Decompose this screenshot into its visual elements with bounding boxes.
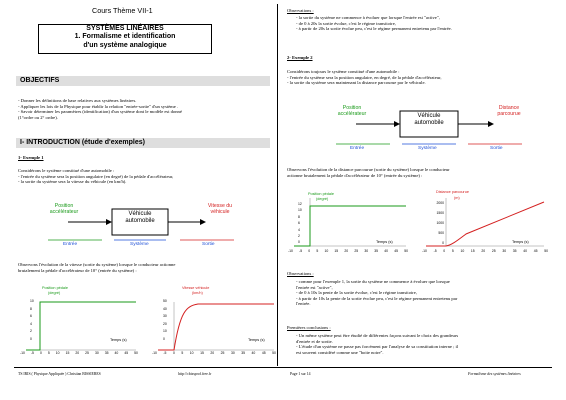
conclusion-line: - Un même système peut être étudié de différentes façons suivant le choix des grandeurs	[296, 333, 459, 338]
footer-url[interactable]: http://cbissprof.free.fr	[178, 372, 212, 376]
ytick: 10	[163, 329, 167, 334]
ex2-systeme-label: Système	[418, 146, 437, 151]
graph-ex1-input	[18, 282, 140, 362]
obs1-line: - de 0 à 20s la sortie évolue, c'est le régime transitoire,	[296, 20, 396, 26]
xtick: 5	[451, 249, 454, 253]
obs1-line: - à partir de 20s la sortie évolue peu, c'est le régime permanent entretenu par l'entrée.	[296, 26, 452, 32]
step-curve	[26, 302, 136, 350]
introduction-title: I- INTRODUCTION (étude d'exemples)	[20, 139, 145, 146]
xtick: 35	[104, 351, 109, 355]
objectifs-title: OBJECTIFS	[20, 77, 60, 84]
ex2-gout-xlabel: Temps (s)	[512, 240, 529, 244]
conclusion-line: est souvent considéré comme une "boite noire".	[296, 349, 384, 355]
xtick: 35	[241, 351, 246, 355]
xtick: 50	[272, 351, 276, 355]
title-line-2: 1. Formalisme et identification	[74, 33, 176, 41]
xtick: 5	[47, 351, 50, 355]
xtick: 10	[55, 351, 60, 355]
ex1-gin-xticks	[20, 351, 138, 355]
ex1-line: - la sortie du système sera la vitesse du véhicule (en km/h).	[18, 179, 127, 185]
ex2-gin-yticks	[298, 201, 302, 246]
graph-ex2-input	[286, 188, 410, 258]
xtick: 45	[261, 351, 266, 355]
ytick: 6	[298, 221, 300, 226]
ex2-gout-yticks	[430, 198, 444, 248]
xtick: 0	[308, 249, 311, 253]
xtick: 40	[523, 249, 528, 253]
section-objectifs	[16, 76, 270, 86]
xtick: 25	[491, 249, 496, 253]
footer-rule	[14, 367, 552, 368]
ex2-gout-label1: Distance parcourue	[436, 190, 469, 194]
ytick: 20	[163, 321, 167, 326]
example-1-title: 1- Exemple 1	[18, 155, 44, 160]
example-2-text	[287, 69, 442, 86]
ex1-gin-label1: Position pédale	[42, 286, 68, 290]
ex1-observe-text	[18, 262, 175, 273]
ex1-observe-line: Observons l'évolution de la vitesse (sortie du système) lorsque le conducteur actionne	[18, 262, 176, 267]
xtick: 20	[481, 249, 486, 253]
xtick: 10	[324, 249, 329, 253]
ytick: 1500	[436, 211, 444, 215]
section-introduction	[16, 138, 270, 148]
ex1-gout-xticks	[152, 351, 276, 355]
conclusion-line: d'entrée et de sortie.	[296, 338, 333, 344]
ytick: 4	[30, 321, 32, 326]
footer-doc-title: Formalisme des systèmes linéaires	[468, 372, 521, 376]
ytick: 4	[298, 227, 300, 232]
ex2-observe-text	[287, 167, 450, 178]
xtick: 40	[384, 249, 389, 253]
ytick: 50	[163, 299, 167, 303]
ytick: 2	[30, 329, 32, 334]
ex1-gout-label1: Vitesse véhicule	[182, 286, 210, 290]
ex1-sortie-label: Sortie	[202, 242, 215, 247]
observations-2-list	[296, 279, 457, 307]
ex2-gout-xticks	[422, 249, 548, 253]
ytick: 6	[30, 314, 32, 319]
xtick: 45	[124, 351, 129, 355]
xtick: 15	[200, 351, 204, 355]
xtick: 10	[189, 351, 194, 355]
first-order-curve	[158, 304, 274, 350]
obs2-line: - comme pour l'exemple 1, la sortie du système ne commence à évoluer que lorsque	[296, 279, 450, 284]
column-divider	[277, 4, 278, 366]
ex1-gout-yticks	[163, 298, 167, 344]
xtick: 25	[354, 249, 359, 253]
obs2-line: - à partir de 10s la pente de la sortie évolue peu, c'est le régime permanent entretenu par	[296, 295, 458, 301]
xtick: 20	[210, 351, 215, 355]
ex2-line: - la sortie du système sera maintenant la distance parcourue par le véhicule.	[287, 80, 426, 86]
example-1-text	[18, 168, 173, 185]
ex2-sortie-label: Sortie	[490, 146, 503, 151]
footer-author: TS IRIS ( Physique Appliquée ) Christian BISSIERES	[18, 372, 101, 376]
xtick: 40	[251, 351, 256, 355]
xtick: 30	[364, 249, 369, 253]
xtick: 15	[470, 249, 475, 253]
footer-page: Page 1 sur 14	[290, 372, 311, 376]
objectifs-item: - Savoir déterminer les paramètres (identification) d'un système dont le modèle est donné	[18, 109, 182, 115]
xtick: 20	[344, 249, 349, 253]
course-title: Cours Thème VII-1	[92, 6, 153, 15]
ex1-system-label: Véhicule automobile	[125, 211, 155, 224]
observations-1-list	[296, 15, 452, 32]
obs1-line: - la sortie du système ne commence à évoluer que lorsque l'entrée est "active",	[296, 15, 440, 20]
xtick: 15	[65, 351, 70, 355]
title-box	[38, 24, 212, 54]
ytick: 10	[30, 299, 34, 303]
ex1-systeme-label: Système	[130, 242, 149, 247]
xtick: 25	[220, 351, 225, 355]
example-2-title: 2- Exemple 2	[287, 55, 313, 60]
xtick: -10	[288, 249, 293, 253]
xtick: 45	[394, 249, 399, 253]
ex1-gin-xlabel: Temps (s)	[110, 338, 127, 342]
xtick: 35	[374, 249, 379, 253]
xtick: 10	[460, 249, 465, 253]
xtick: 50	[544, 249, 548, 253]
xtick: -5	[433, 249, 437, 253]
xtick: -5	[163, 351, 167, 355]
ex2-observe-line: actionne brutalement la pédale d'accélérateur de 10° (entrée du système) :	[287, 172, 423, 178]
ytick: 0	[163, 336, 165, 341]
ex1-gout-xlabel: Temps (s)	[248, 338, 265, 342]
ytick: 500	[438, 231, 444, 235]
xtick: 30	[502, 249, 507, 253]
ex1-observe-line: brutalement la pédale d'accélérateur de 10° (entrée du système) :	[18, 267, 137, 273]
ex2-gin-label2: (degré)	[316, 197, 329, 201]
xtick: 35	[512, 249, 517, 253]
conclusion-line: - L'étude d'un système ne passe pas forcément par l'analyse de sa constitution interne ; il	[296, 344, 459, 350]
ytick: 1000	[436, 221, 444, 225]
ytick: 30	[163, 314, 167, 319]
xtick: 40	[114, 351, 119, 355]
objectifs-list	[18, 98, 182, 120]
ytick: 40	[163, 306, 167, 311]
ex1-entree-label: Entrée	[63, 242, 78, 247]
obs2-line: l'entrée.	[296, 301, 311, 307]
ytick: 2	[298, 234, 300, 239]
ex2-output-label: Distance parcourue	[497, 105, 521, 117]
xtick: 5	[316, 249, 319, 253]
ex1-gin-label2: (degré)	[48, 291, 61, 295]
conclusions-title: Premières conclusions :	[287, 325, 331, 330]
ex2-entree-label: Entrée	[350, 146, 365, 151]
obs2-line: - de 0 à 10s la pente de la sortie évolue, c'est le régime transitoire,	[296, 290, 417, 296]
objectifs-item: - Donner les définitions de base relatives aux systèmes linéaires.	[18, 98, 137, 103]
objectifs-item: - Appliquer les lois de la Physique pour établir la relation "entrée-sortie" d'un système .	[18, 103, 179, 109]
xtick: 45	[533, 249, 538, 253]
ex1-output-label: Vitesse du véhicule	[207, 203, 233, 215]
ex1-line: Considérons le système constitué d'une automobile :	[18, 168, 115, 173]
ytick: 0	[298, 240, 300, 245]
xtick: -5	[299, 249, 303, 253]
ex2-gin-xticks	[288, 249, 408, 253]
observations-1-title: Observations :	[287, 8, 314, 13]
ex1-gin-yticks	[30, 298, 34, 344]
xtick: 20	[75, 351, 80, 355]
ex2-gin-xlabel: Temps (s)	[376, 240, 393, 244]
ex2-gout-label2: (m)	[454, 196, 460, 200]
obs2-line: l'entrée est "active",	[296, 284, 333, 290]
ex1-input-label: Position accélérateur	[49, 203, 79, 215]
ex1-line: - l'entrée du système sera la position angulaire (en degré) de la pédale d'accélérateur,	[18, 173, 174, 179]
xtick: 30	[230, 351, 235, 355]
objectifs-item: (1°ordre ou 2° ordre).	[18, 114, 58, 120]
ex2-input-label: Position accélérateur	[337, 105, 367, 117]
ex2-gin-label1: Position pédale	[308, 192, 334, 196]
observations-2-title: Observations :	[287, 271, 314, 276]
ytick: 10	[298, 208, 302, 213]
xtick: 5	[181, 351, 184, 355]
xtick: 15	[334, 249, 339, 253]
ytick: 0	[442, 241, 444, 245]
ex2-line: - l'entrée du système sera la position angulaire, en degré, de la pédale d'accélérateur,	[287, 74, 442, 80]
xtick: -10	[422, 249, 427, 253]
ytick: 8	[30, 306, 32, 311]
ex2-line: Considérons toujours le système constitué d'une automobile :	[287, 69, 400, 74]
xtick: -10	[152, 351, 157, 355]
title-line-3: d'un système analogique	[83, 41, 167, 49]
ex2-system-label: Véhicule automobile	[414, 113, 444, 126]
ytick: 0	[30, 336, 32, 341]
ytick: 12	[298, 202, 302, 206]
ytick: 8	[298, 214, 300, 219]
xtick: -10	[20, 351, 25, 355]
xtick: 0	[443, 249, 446, 253]
ex2-observe-line: Observons l'évolution de la distance parcourue (sortie du système) lorsque le conducteur	[287, 167, 450, 172]
xtick: 0	[39, 351, 42, 355]
xtick: 50	[134, 351, 138, 355]
conclusions-list	[296, 333, 458, 355]
ex1-gout-label2: (km/h)	[192, 291, 203, 295]
xtick: 50	[404, 249, 408, 253]
ytick: 2000	[436, 201, 444, 205]
xtick: 25	[85, 351, 89, 355]
xtick: 30	[94, 351, 99, 355]
title-line-1: SYSTÈMES LINÉAIRES	[86, 25, 164, 32]
xtick: 0	[172, 351, 175, 355]
xtick: -5	[30, 351, 34, 355]
graph-ex1-output	[150, 282, 278, 362]
